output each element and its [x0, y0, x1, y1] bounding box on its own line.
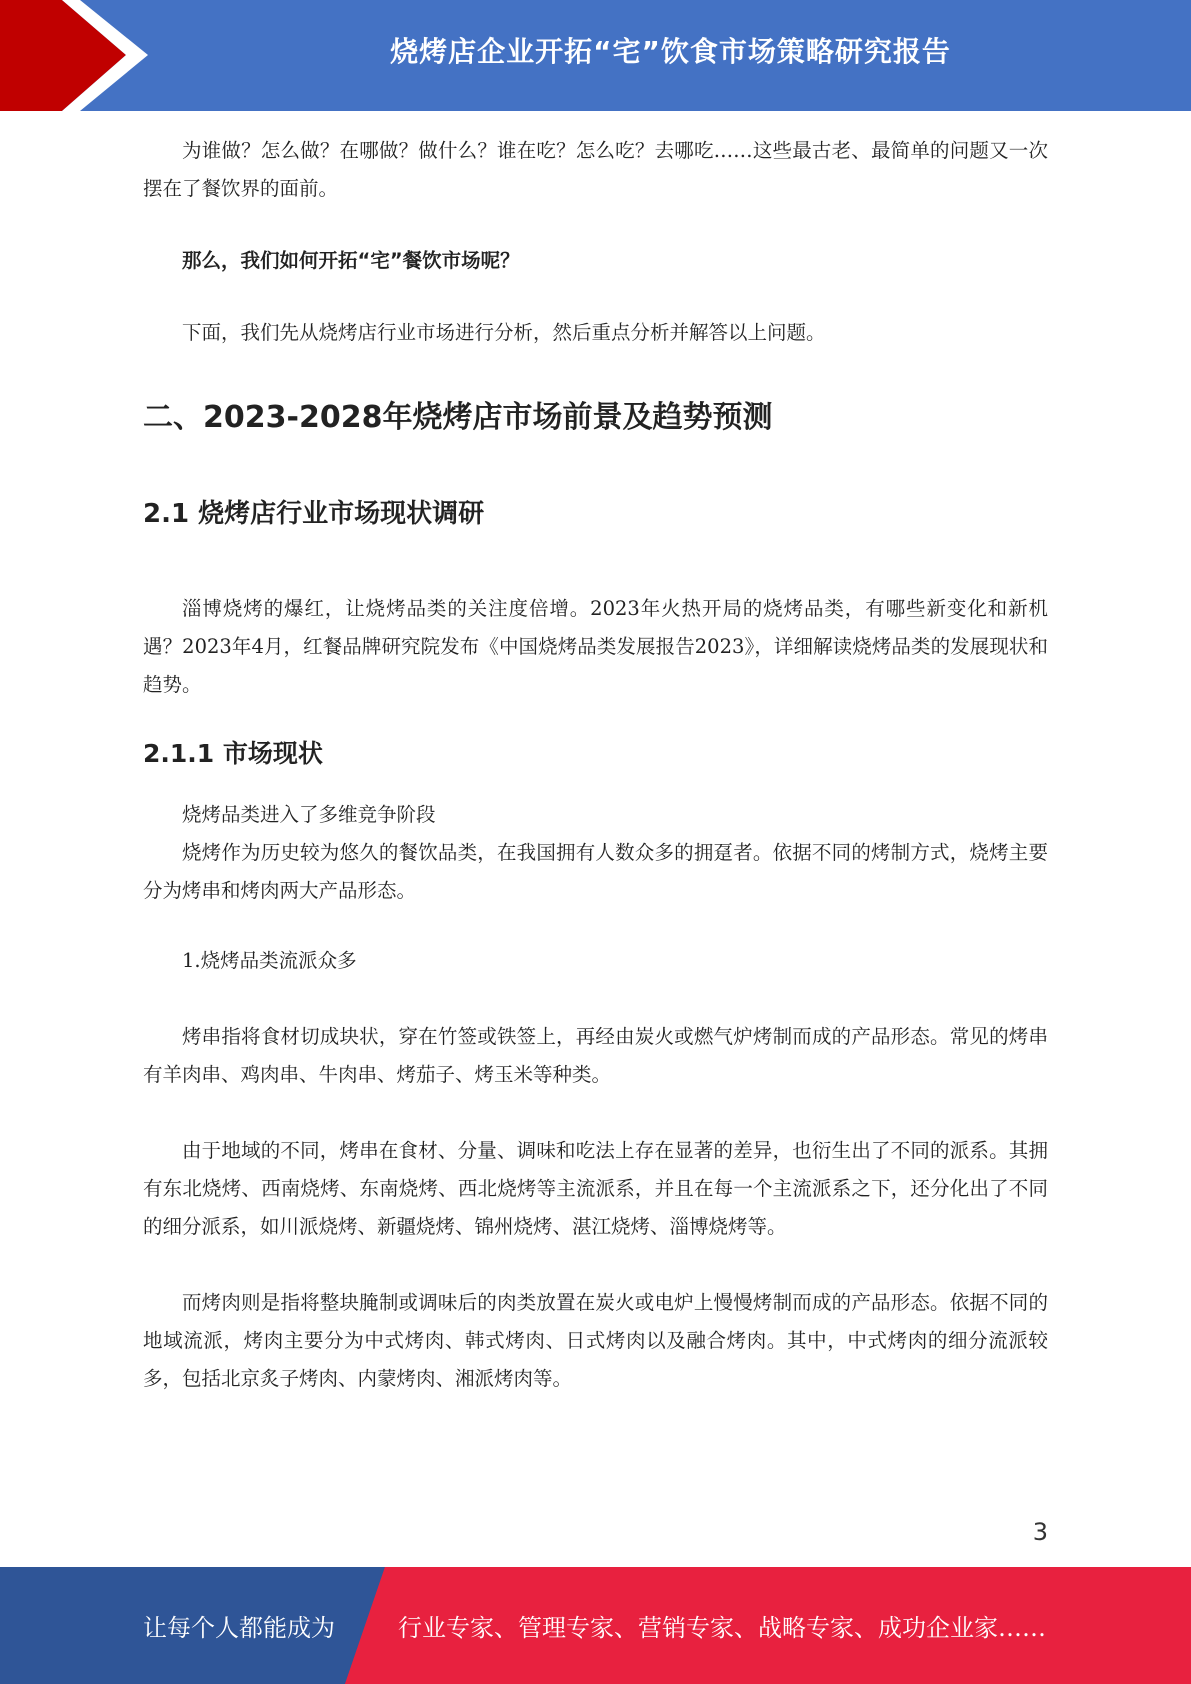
- paragraph-history: 烧烤作为历史较为悠久的餐饮品类，在我国拥有人数众多的拥趸者。依据不同的烤制方式，烧烤主要分为烤串和烤肉两大产品形态。: [143, 841, 1048, 902]
- page-header: [0, 0, 1191, 111]
- subsection-heading: 2.1 烧烤店行业市场现状调研: [143, 499, 485, 529]
- paragraph-skewers: 烤串指将食材切成块状，穿在竹签或铁签上，再经由炭火或燃气炉烤制而成的产品形态。常见的烤串有羊肉串、鸡肉串、牛肉串、烤茄子、烤玉米等种类。: [143, 1025, 1048, 1086]
- paragraph-competition: 烧烤品类进入了多维竞争阶段: [182, 803, 436, 826]
- footer-slogan-right: 行业专家、管理专家、营销专家、战略专家、成功企业家……: [398, 1614, 1046, 1642]
- paragraph-intro: 下面，我们先从烧烤店行业市场进行分析，然后重点分析并解答以上问题。: [182, 321, 826, 344]
- page-footer: [0, 1567, 1191, 1684]
- paragraph-bold-question: 那么，我们如何开拓“宅”餐饮市场呢？: [182, 249, 520, 272]
- subsubsection-heading: 2.1.1 市场现状: [143, 739, 323, 768]
- footer-slogan-left: 让每个人都能成为: [143, 1614, 335, 1642]
- document-body: [143, 132, 1048, 1398]
- paragraph-grilled-meat: 而烤肉则是指将整块腌制或调味后的肉类放置在炭火或电炉上慢慢烤制而成的产品形态。依据不同的地域流派，烤肉主要分为中式烤肉、韩式烤肉、日式烤肉以及融合烤肉。其中，中式烤肉的细分流派较多，包括北京炙子烤肉、内蒙烤肉、湘派烤肉等。: [143, 1291, 1048, 1390]
- paragraph-regional: 由于地域的不同，烤串在食材、分量、调味和吃法上存在显著的差异，也衍生出了不同的派系。其拥有东北烧烤、西南烧烤、东南烧烤、西北烧烤等主流派系，并且在每一个主流派系之下，还分化出了不同的细分派系，如川派烧烤、新疆烧烤、锦州烧烤、湛江烧烤、淄博烧烤等。: [143, 1139, 1048, 1238]
- list-item-heading: 1.烧烤品类流派众多: [182, 949, 357, 972]
- paragraph-zibo: 淄博烧烤的爆红，让烧烤品类的关注度倍增。2023年火热开局的烧烤品类，有哪些新变化和新机遇？2023年4月，红餐品牌研究院发布《中国烧烤品类发展报告2023》，详细解读烧烤品类的发展现状和趋势。: [143, 597, 1048, 696]
- section-heading: 二、2023-2028年烧烤店市场前景及趋势预测: [143, 400, 773, 435]
- page-number: 3: [1032, 1518, 1048, 1546]
- paragraph-questions: 为谁做？怎么做？在哪做？做什么？谁在吃？怎么吃？去哪吃……这些最古老、最简单的问题又一次摆在了餐饮界的面前。: [143, 139, 1048, 200]
- header-title: 烧烤店企业开拓“宅”饮食市场策略研究报告: [390, 35, 951, 68]
